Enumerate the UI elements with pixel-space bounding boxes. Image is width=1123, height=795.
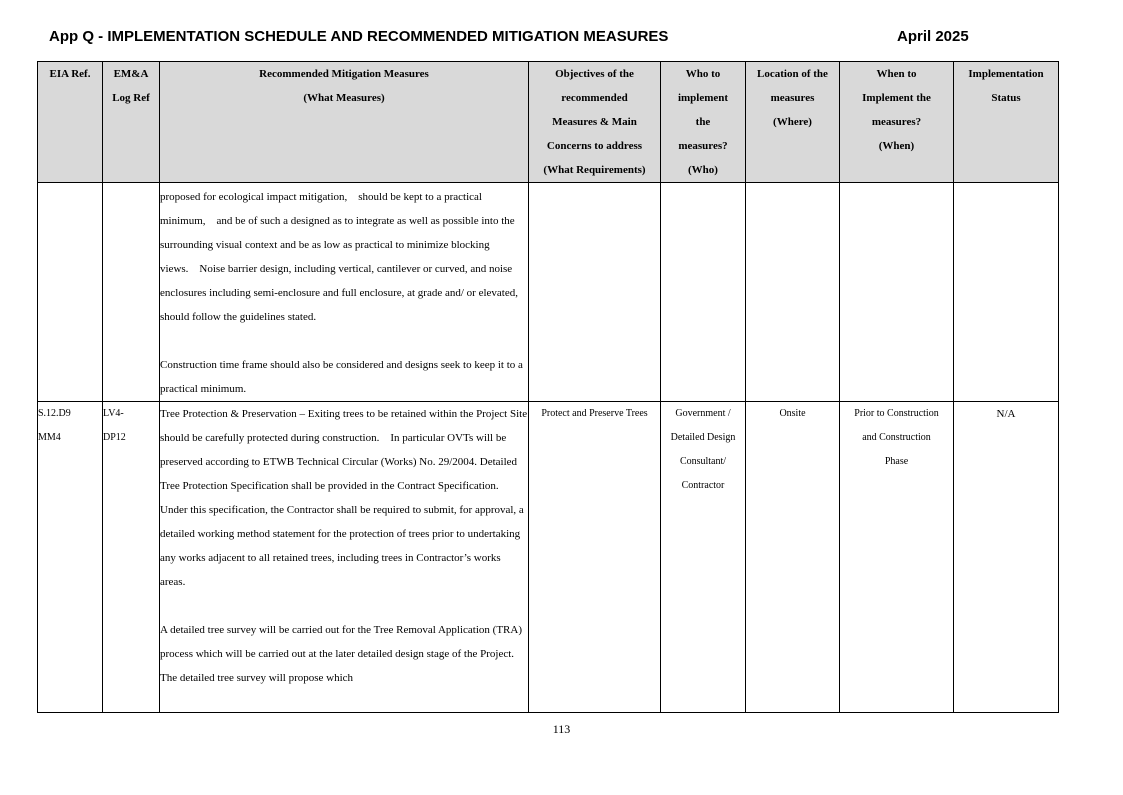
col-header-status: Implementation Status: [954, 62, 1059, 183]
cell-eia-ref: S.12.D9 MM4: [38, 402, 103, 713]
cell-measures: [160, 183, 529, 402]
table-row: [38, 402, 1059, 713]
table-row: [38, 183, 1059, 402]
cell-objectives: [529, 183, 661, 402]
measure-paragraph: A detailed tree survey will be carried out for the Tree Removal Application (TRA) process which will be carried out at the later detailed design stage of the Project. The detailed tree survey will propose which: [160, 624, 523, 684]
measure-paragraph: proposed for ecological impact mitigation, should be kept to a practical minimum, and be of such a designed as to integrate as well as possible into the surrounding visual context and be as low as practical to minimize blocking views. Noise barrier design, including vertical, cantilever or curved, and noise enclosures including semi-enclosure and full enclosure, at grade and/ or elevated, should follow the guidelines stated.: [160, 191, 518, 323]
cell-status: [954, 183, 1059, 402]
cell-status: N/A: [954, 402, 1059, 713]
col-header-objectives: Objectives of the recommended Measures & Main Concerns to address (What Requirements): [529, 62, 661, 183]
col-header-where: Location of the measures (Where): [746, 62, 840, 183]
cell-who: [661, 183, 746, 402]
cell-where: [746, 183, 840, 402]
cell-objectives: Protect and Preserve Trees: [529, 402, 661, 713]
cell-log-ref: [103, 183, 160, 402]
document-date: April 2025: [897, 28, 969, 45]
cell-measures: [160, 402, 529, 713]
measure-paragraph: Construction time frame should also be considered and designs seek to keep it to a practical minimum.: [160, 359, 523, 395]
col-header-eia-ref: EIA Ref.: [38, 62, 103, 183]
page-number: 113: [552, 722, 571, 736]
col-header-measures: Recommended Mitigation Measures (What Measures): [160, 62, 529, 183]
implementation-schedule-table: [37, 61, 1059, 713]
cell-eia-ref: [38, 183, 103, 402]
col-header-when: When to Implement the measures? (When): [840, 62, 954, 183]
col-header-who: Who to implement the measures? (Who): [661, 62, 746, 183]
measure-paragraph: Tree Protection & Preservation – Exiting trees to be retained within the Project Site should be carefully protected during construction. In particular OVTs will be preserved according to ETWB Technical Circular (Works) No. 29/2004. Detailed Tree Protection Specification shall be provided in the Contract Specification. Under this specification, the Contractor shall be required to submit, for approval, a detailed working method statement for the protection of trees prior to undertaking any works adjacent to all retained trees, including trees in Contractor’s works areas.: [160, 408, 528, 588]
table-header-row: [38, 62, 1059, 183]
cell-who: Government / Detailed Design Consultant/ Contractor: [661, 402, 746, 713]
cell-when: [840, 183, 954, 402]
cell-log-ref: LV4- DP12: [103, 402, 160, 713]
cell-when: Prior to Construction and Construction Phase: [840, 402, 954, 713]
cell-where: Onsite: [746, 402, 840, 713]
document-title: App Q - IMPLEMENTATION SCHEDULE AND RECOMMENDED MITIGATION MEASURES: [49, 28, 669, 45]
col-header-log-ref: EM&A Log Ref: [103, 62, 160, 183]
